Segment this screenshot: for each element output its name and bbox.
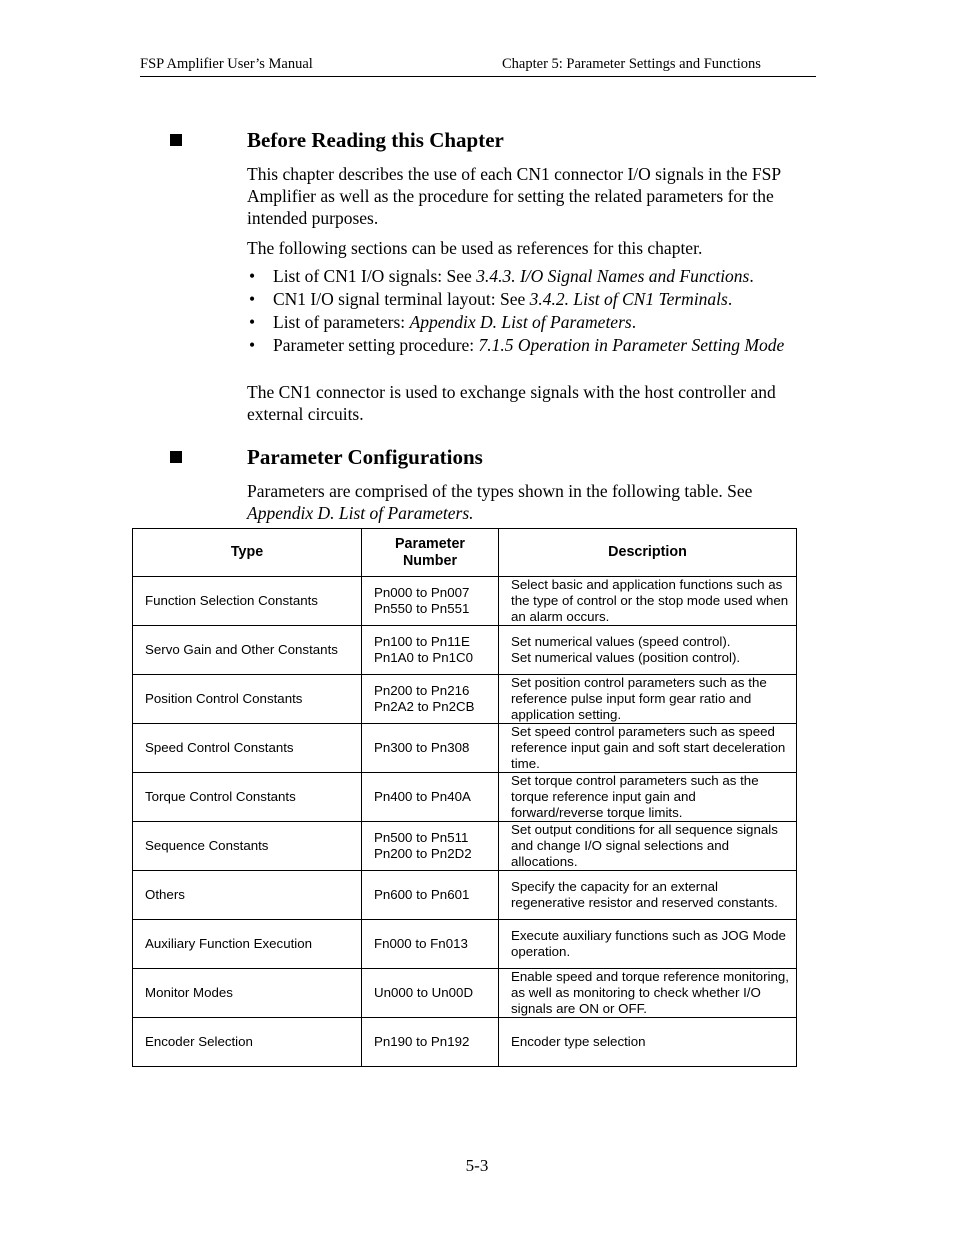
references-intro: The following sections can be used as references for this chapter. (247, 238, 703, 258)
table-row (133, 969, 797, 1018)
reference-end: . (727, 289, 733, 309)
parameter-intro-reference: Appendix D. List of Parameters. (247, 503, 474, 523)
cell-type: Speed Control Constants (133, 724, 362, 773)
page-number: 5-3 (465, 1156, 489, 1175)
cell-type: Monitor Modes (133, 969, 362, 1018)
header-parameter-number-text: Parameter Number (395, 535, 465, 569)
cell-parameter-number: Pn100 to Pn11E Pn1A0 to Pn1C0 (362, 626, 499, 675)
table-row (133, 626, 797, 675)
square-bullet-icon (170, 134, 182, 146)
cell-type: Servo Gain and Other Constants (133, 626, 362, 675)
reference-link-text: 7.1.5 Operation in Parameter Setting Mode (478, 335, 785, 355)
cell-parameter-number: Pn000 to Pn007 Pn550 to Pn551 (362, 577, 499, 626)
reference-text: List of CN1 I/O signals: See (273, 266, 477, 286)
reference-text: Parameter setting procedure: (273, 335, 479, 355)
reference-list-item (247, 288, 817, 310)
header-description: Description (499, 529, 797, 577)
cell-type: Sequence Constants (133, 822, 362, 871)
cn1-paragraph: The CN1 connector is used to exchange signals with the host controller and external circuits. (247, 382, 776, 424)
table-header-row (133, 529, 797, 577)
reference-link-text: Appendix D. List of Parameters (409, 312, 632, 332)
reference-link-text: 3.4.2. List of CN1 Terminals (529, 289, 728, 309)
table-row (133, 675, 797, 724)
intro-paragraph: This chapter describes the use of each CN1 connector I/O signals in the FSP Amplifier as well as the procedure for setting the related parameters for the intended purposes. (247, 164, 781, 228)
reference-list (247, 265, 817, 357)
reference-list-item (247, 311, 817, 333)
header-parameter-number (362, 529, 499, 577)
bullet-dot-icon: • (249, 266, 256, 286)
header-type: Type (133, 529, 362, 577)
cell-parameter-number: Pn300 to Pn308 (362, 724, 499, 773)
cell-parameter-number: Un000 to Un00D (362, 969, 499, 1018)
parameter-intro-text: Parameters are comprised of the types shown in the following table. See (247, 481, 753, 501)
header-manual-title: FSP Amplifier User’s Manual (140, 56, 313, 72)
parameter-table (132, 528, 797, 1067)
cell-description: Encoder type selection (499, 1018, 797, 1067)
cell-description: Set position control parameters such as the reference pulse input form gear ratio and application setting. (499, 675, 797, 724)
table-row (133, 724, 797, 773)
table-row (133, 1018, 797, 1067)
cell-description: Set output conditions for all sequence signals and change I/O signal selections and allocations. (499, 822, 797, 871)
reference-text: List of parameters: (273, 312, 410, 332)
bullet-dot-icon: • (249, 335, 256, 355)
table-row (133, 577, 797, 626)
cell-type: Torque Control Constants (133, 773, 362, 822)
cell-parameter-number: Pn600 to Pn601 (362, 871, 499, 920)
cell-type: Position Control Constants (133, 675, 362, 724)
cell-parameter-number: Pn200 to Pn216 Pn2A2 to Pn2CB (362, 675, 499, 724)
cell-description: Enable speed and torque reference monitoring, as well as monitoring to check whether I/O signals are ON or OFF. (499, 969, 797, 1018)
cell-description: Set speed control parameters such as speed reference input gain and soft start deceleration time. (499, 724, 797, 773)
cell-parameter-number: Pn500 to Pn511 Pn200 to Pn2D2 (362, 822, 499, 871)
cell-type: Function Selection Constants (133, 577, 362, 626)
cell-type: Others (133, 871, 362, 920)
page-header (140, 56, 816, 77)
reference-link-text: 3.4.3. I/O Signal Names and Functions (476, 266, 750, 286)
table-row (133, 871, 797, 920)
cell-type: Encoder Selection (133, 1018, 362, 1067)
table-row (133, 920, 797, 969)
cell-description: Specify the capacity for an external regenerative resistor and reserved constants. (499, 871, 797, 920)
square-bullet-icon (170, 451, 182, 463)
header-chapter-title: Chapter 5: Parameter Settings and Functions (502, 56, 761, 72)
reference-list-item (247, 334, 817, 356)
bullet-dot-icon: • (249, 312, 256, 332)
cell-description: Execute auxiliary functions such as JOG Mode operation. (499, 920, 797, 969)
table-row (133, 773, 797, 822)
section-title-parameter-configurations: Parameter Configurations (247, 445, 483, 469)
cell-type: Auxiliary Function Execution (133, 920, 362, 969)
reference-text: CN1 I/O signal terminal layout: See (273, 289, 530, 309)
cell-description: Select basic and application functions such as the type of control or the stop mode used when an alarm occurs. (499, 577, 797, 626)
table-row (133, 822, 797, 871)
cell-parameter-number: Fn000 to Fn013 (362, 920, 499, 969)
cell-parameter-number: Pn400 to Pn40A (362, 773, 499, 822)
cell-description: Set numerical values (speed control). Set numerical values (position control). (499, 626, 797, 675)
cell-parameter-number: Pn190 to Pn192 (362, 1018, 499, 1067)
reference-end: . (749, 266, 754, 286)
cell-description: Set torque control parameters such as the torque reference input gain and forward/reverse torque limits. (499, 773, 797, 822)
reference-end: . (631, 312, 637, 332)
parameter-intro-paragraph (247, 480, 817, 524)
reference-list-item (247, 265, 817, 287)
bullet-dot-icon: • (249, 289, 256, 309)
section-title-before-reading: Before Reading this Chapter (247, 128, 504, 152)
